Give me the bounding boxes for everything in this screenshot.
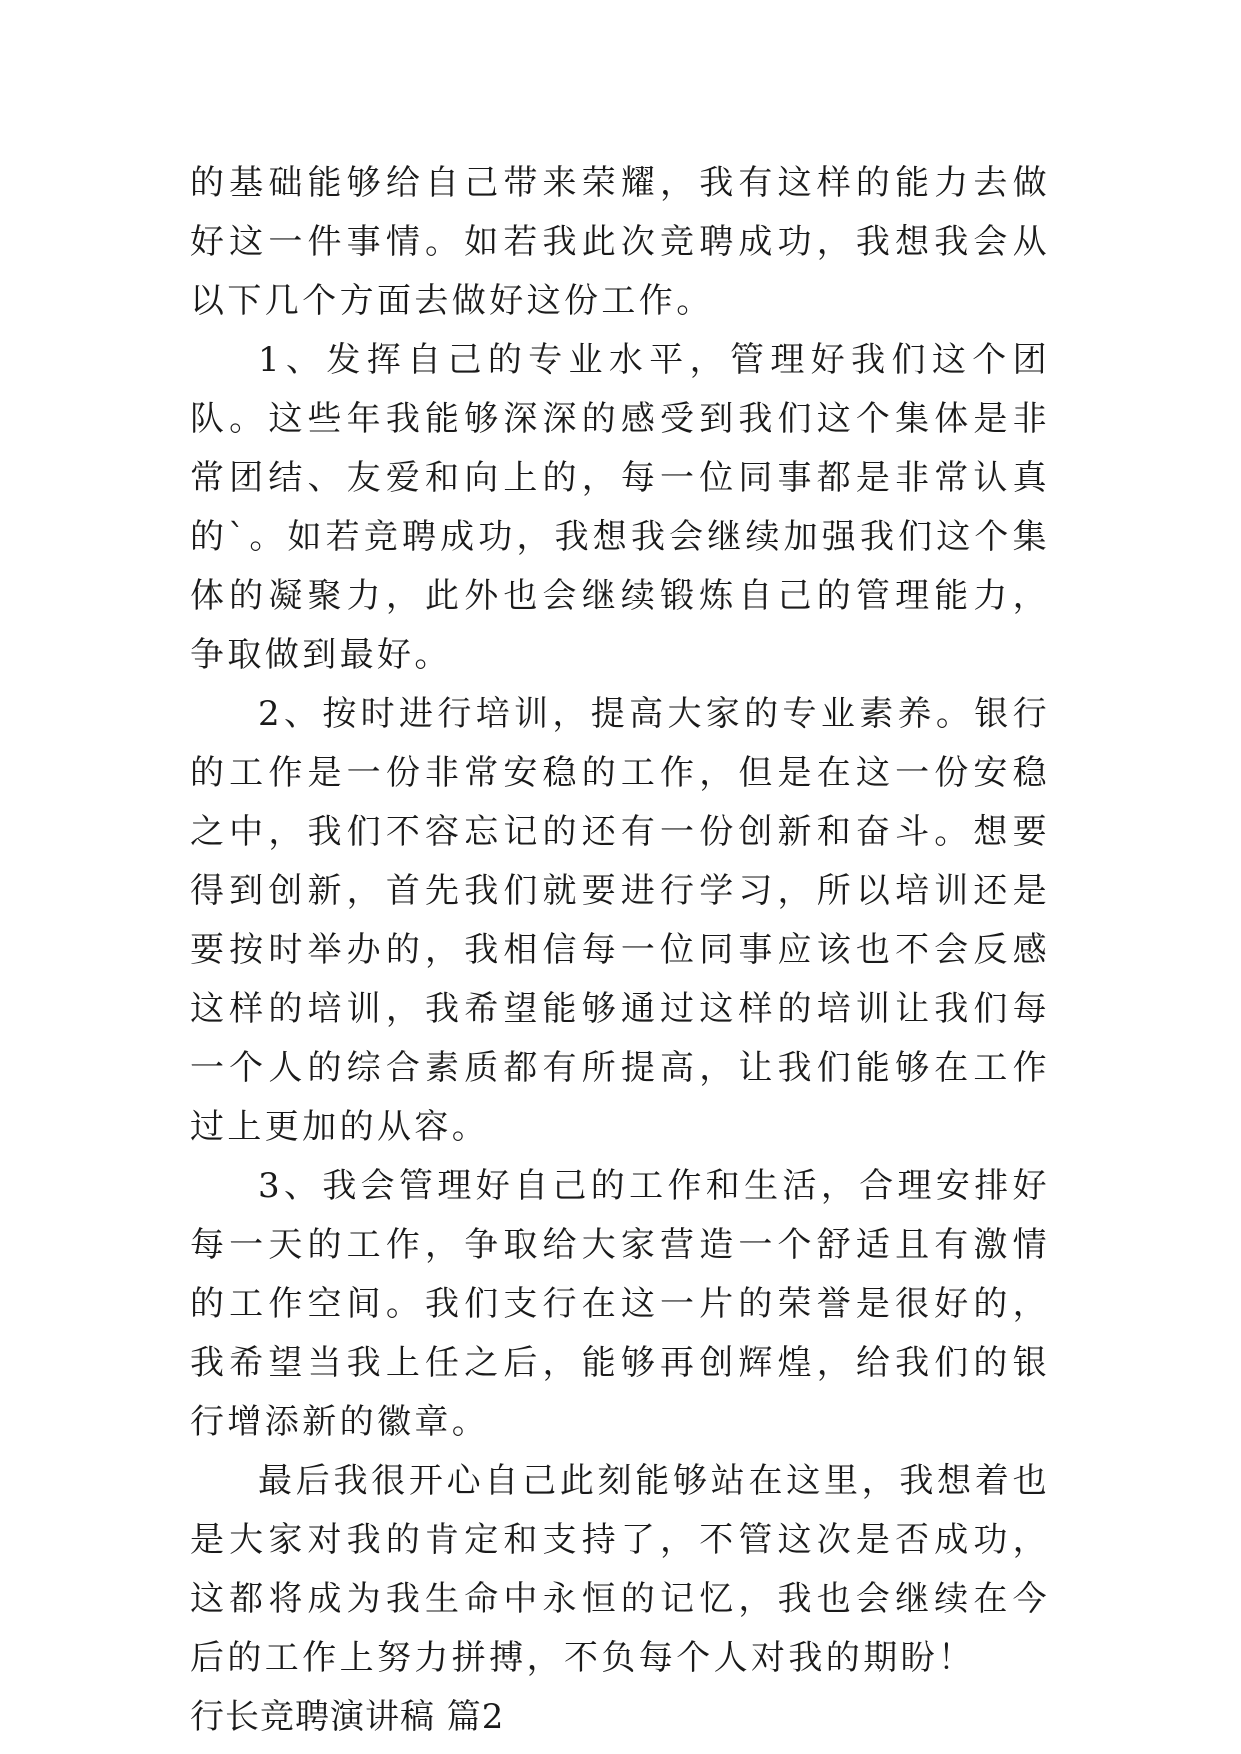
paragraph-point-2: 2、按时进行培训，提高大家的专业素养。银行的工作是一份非常安稳的工作，但是在这一份安稳之中，我们不容忘记的还有一份创新和奋斗。想要得到创新，首先我们就要进行学习，所以培训还是要按时举办的，我相信每一位同事应该也不会反感这样的培训，我希望能够通过这样的培训让我们每一个人的综合素质都有所提高，让我们能够在工作过上更加的从容。 (190, 694, 1050, 1147)
paragraph-point-3: 3、我会管理好自己的工作和生活，合理安排好每一天的工作，争取给大家营造一个舒适且有激情的工作空间。我们支行在这一片的荣誉是很好的，我希望当我上任之后，能够再创辉煌，给我们的银行增添新的徽章。 (190, 1166, 1050, 1442)
paragraph-continuation: 的基础能够给自己带来荣耀，我有这样的能力去做好这一件事情。如若我此次竞聘成功，我想我会从以下几个方面去做好这份工作。 (190, 163, 1050, 321)
paragraph-point-1: 1、发挥自己的专业水平，管理好我们这个团队。这些年我能够深深的感受到我们这个集体是非常团结、友爱和向上的，每一位同事都是非常认真的`。如若竞聘成功，我想我会继续加强我们这个集体的凝聚力，此外也会继续锻炼自己的管理能力，争取做到最好。 (190, 340, 1050, 675)
document-body (190, 154, 1050, 1747)
section-heading: 行长竞聘演讲稿 篇2 (190, 1697, 505, 1737)
paragraph-closing: 最后我很开心自己此刻能够站在这里，我想着也是大家对我的肯定和支持了，不管这次是否成功，这都将成为我生命中永恒的记忆，我也会继续在今后的工作上努力拼搏，不负每个人对我的期盼！ (190, 1461, 1050, 1678)
